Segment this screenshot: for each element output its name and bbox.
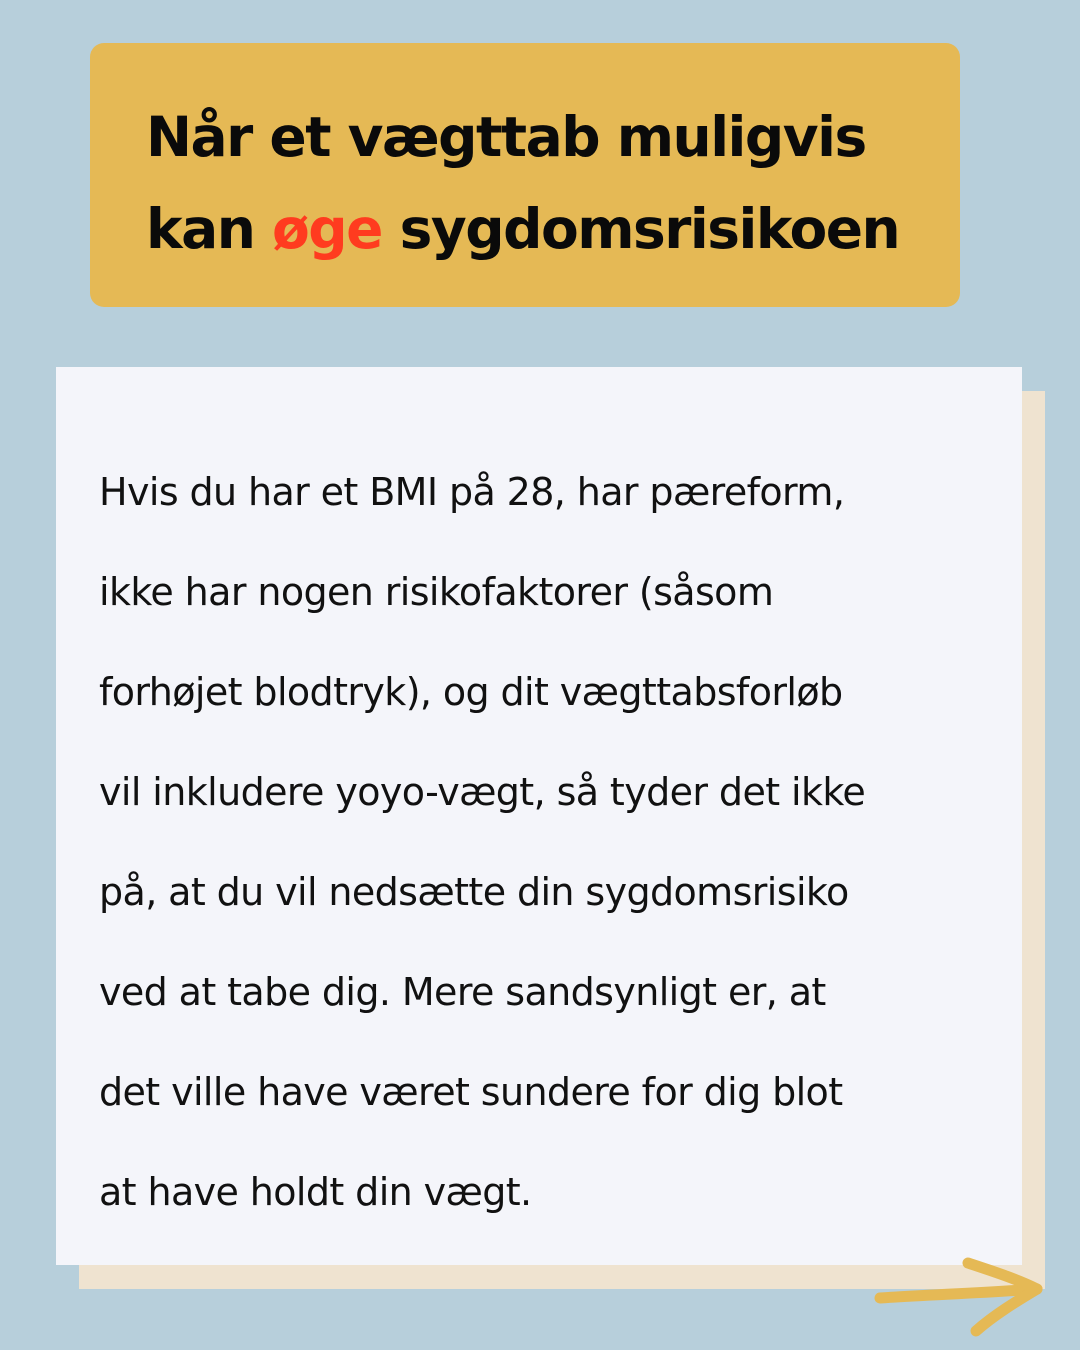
body-line: vil inkludere yoyo-vægt, så tyder det ikke — [99, 770, 866, 814]
arrow-right-icon[interactable] — [872, 1253, 1052, 1343]
body-line: på, at du vil nedsætte din sygdomsrisiko — [99, 870, 849, 914]
title-line-1: Når et vægttab muligvis — [146, 105, 866, 169]
body-line: at have holdt din vægt. — [99, 1170, 532, 1214]
body-line: forhøjet blodtryk), og dit vægttabsforløb — [99, 670, 843, 714]
title-line-2-prefix: kan — [146, 197, 272, 261]
body-line: det ville have været sundere for dig blot — [99, 1070, 843, 1114]
title-line-2 — [146, 183, 920, 275]
title-box — [90, 43, 960, 307]
title-line-2-suffix: sygdomsrisikoen — [381, 197, 900, 261]
text-card — [56, 367, 1022, 1265]
body-line: ved at tabe dig. Mere sandsynligt er, at — [99, 970, 826, 1014]
body-line: Hvis du har et BMI på 28, har pæreform, — [99, 470, 845, 514]
title-accent-word: øge — [272, 197, 382, 261]
body-line: ikke har nogen risikofaktorer (såsom — [99, 570, 774, 614]
